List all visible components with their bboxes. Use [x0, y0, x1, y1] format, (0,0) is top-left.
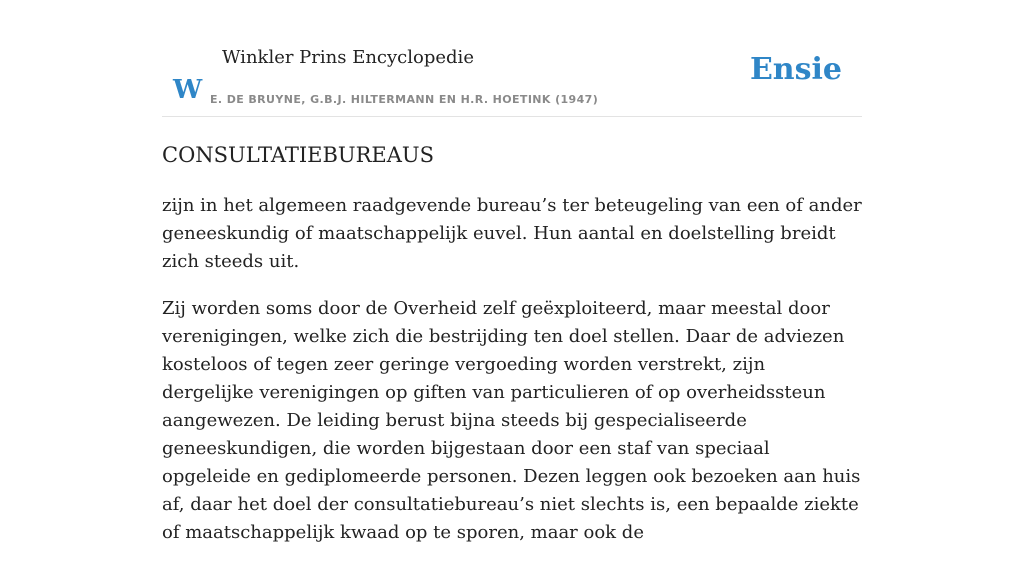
article-body — [162, 192, 862, 566]
ensie-brand-logo[interactable]: Ensie — [749, 52, 842, 87]
article-paragraph: Zij worden soms door de Overheid zelf geëxploiteerd, maar meestal door verenigingen, welke zich die bestrijding ten doel stellen. Daar de adviezen kosteloos of tegen zeer geringe vergoeding worden verstrekt, zijn dergelijke verenigingen op giften van particulieren of op overheidssteun aangewezen. De leiding berust bijna steeds bij gespecialiseerde geneeskundigen, die worden bijgestaan door een staf van speciaal opgeleide en gediplomeerde personen. Dezen leggen ook bezoeken aan huis af, daar het doel der consultatiebureau’s niet slechts is, een bepaalde ziekte of maatschappelijk kwaad op te sporen, maar ook de — [162, 298, 861, 543]
article-paragraph: zijn in het algemeen raadgevende bureau’s ter beteugeling van een of ander geneeskundig of maatschappelijk euvel. Hun aantal en doelstelling breidt zich steeds uit. — [162, 195, 862, 272]
site-header — [162, 40, 862, 117]
site-authors: E. DE BRUYNE, G.B.J. HILTERMANN EN H.R. HOETINK (1947) — [210, 93, 599, 106]
site-title[interactable]: Winkler Prins Encyclopedie — [222, 47, 474, 68]
page — [162, 0, 862, 543]
winkler-prins-logo[interactable]: W — [173, 75, 203, 105]
article-title: CONSULTATIEBUREAUS — [162, 143, 435, 167]
